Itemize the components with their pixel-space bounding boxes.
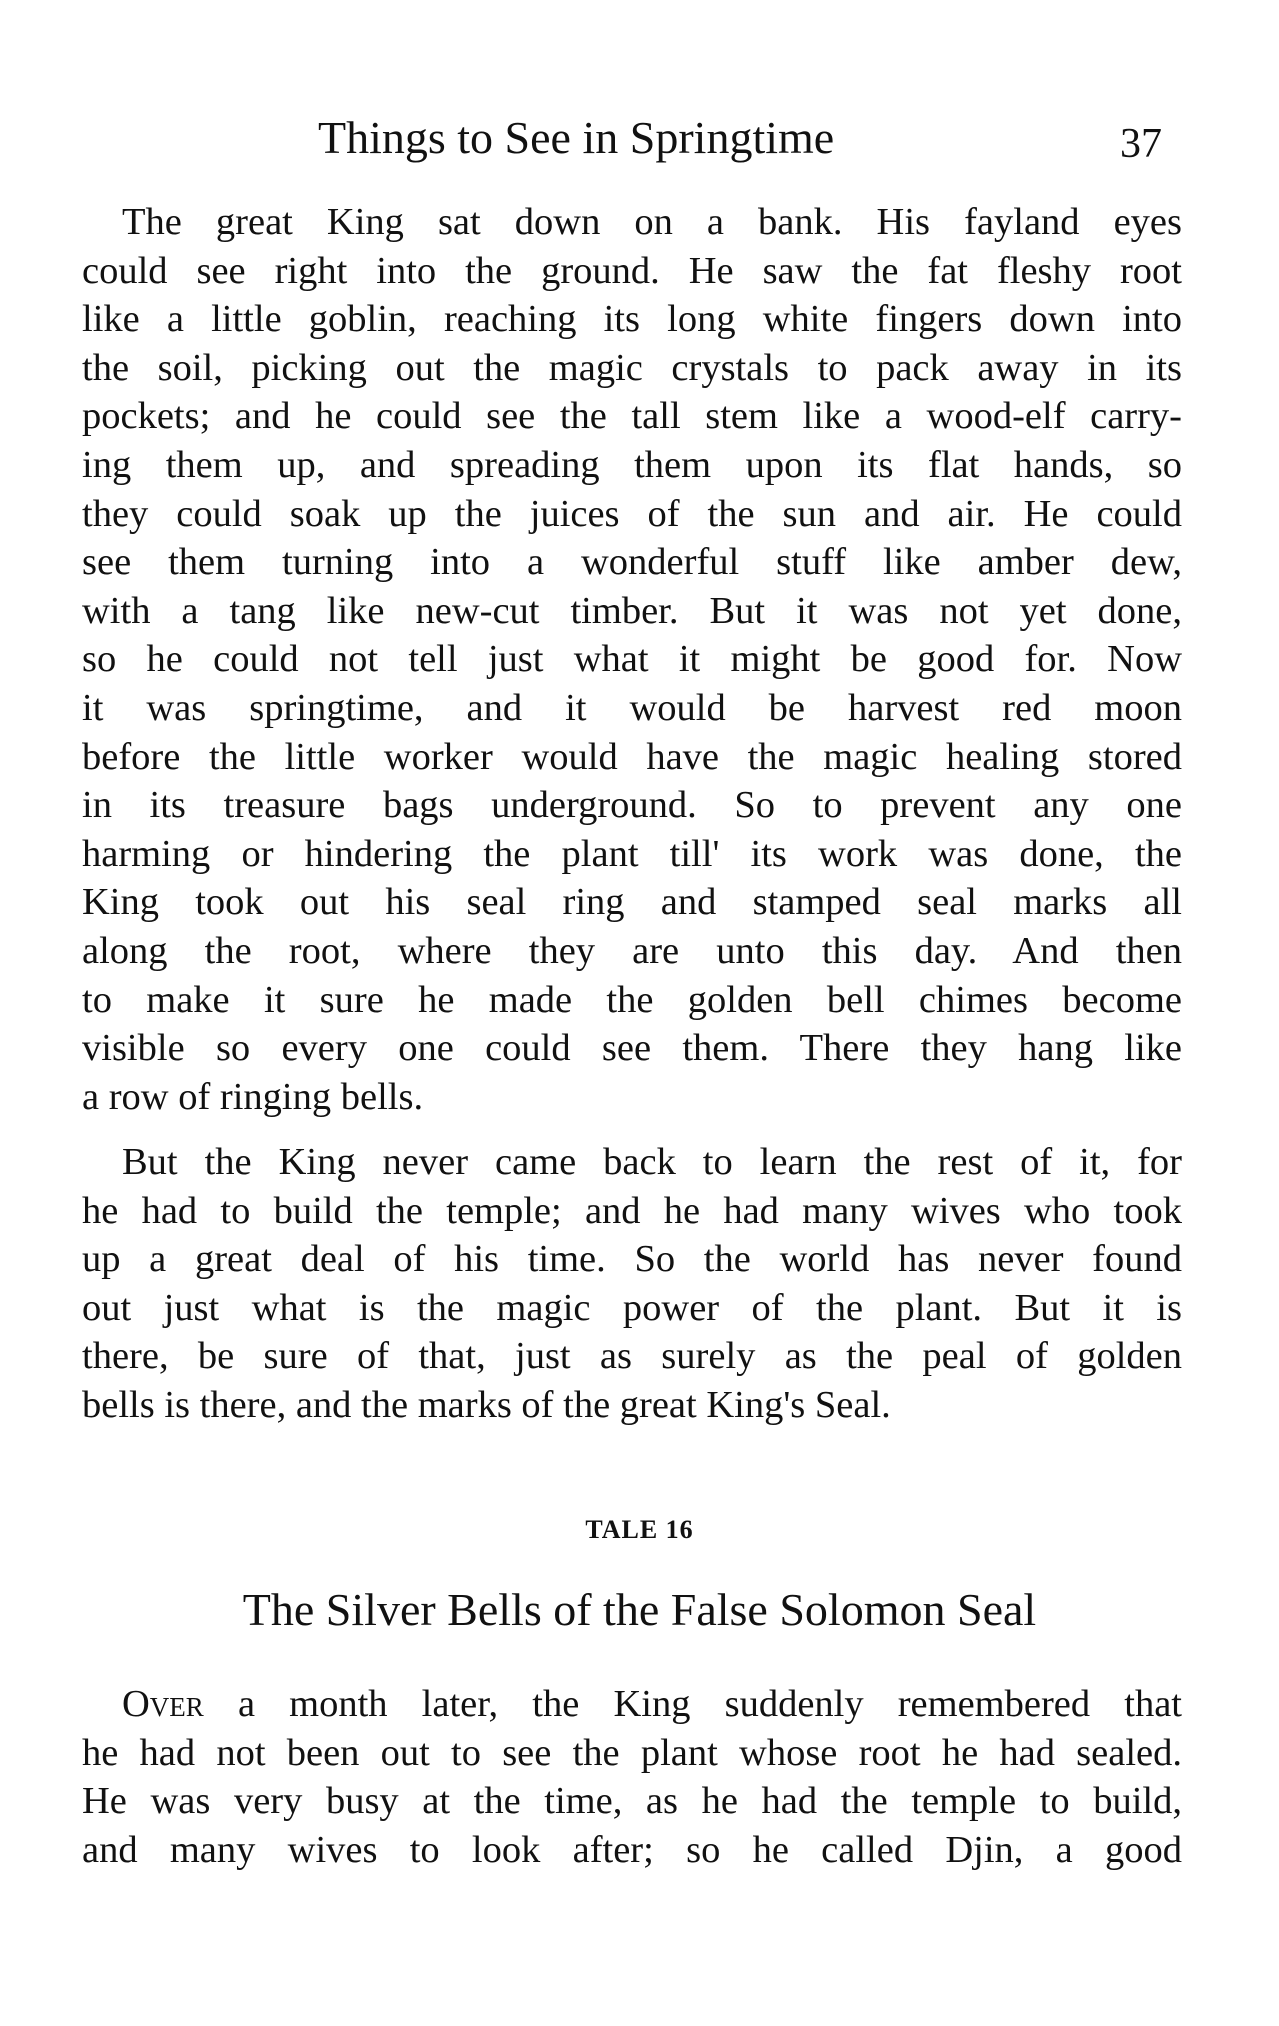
text-line: He was very busy at the time, as he had the temple to build, <box>82 1780 1182 1823</box>
text-line: could see right into the ground. He saw the fat fleshy root <box>82 249 1182 292</box>
small-caps-opening-word: Over <box>122 1683 204 1725</box>
text-line: out just what is the magic power of the plant. But it is <box>82 1286 1182 1329</box>
tale-number-label: TALE 16 <box>585 1515 694 1544</box>
paragraph-king-never-returned <box>82 1138 1182 1430</box>
text-line: to make it sure he made the golden bell chimes become <box>82 978 1182 1021</box>
text-line: But the King never came back to learn the rest of it, for <box>122 1141 1182 1183</box>
text-line: up a great deal of his time. So the world has never found <box>82 1238 1182 1281</box>
text-line: and many wives to look after; so he called Djin, a good <box>82 1828 1182 1871</box>
text-line: like a little goblin, reaching its long white fingers down into <box>82 298 1182 341</box>
text-line: pockets; and he could see the tall stem like a wood-elf carry- <box>82 395 1182 438</box>
text-line: the soil, picking out the magic crystals to pack away in its <box>82 346 1182 389</box>
chapter-title: The Silver Bells of the False Solomon Seal <box>242 1584 1037 1635</box>
text-line: harming or hindering the plant till' its work was done, the <box>82 832 1182 875</box>
text-line: The great King sat down on a bank. His fayland eyes <box>122 201 1182 243</box>
text-line: a row of ringing bells. <box>82 1075 424 1118</box>
text-line: in its treasure bags underground. So to prevent any one <box>82 784 1182 827</box>
paragraph-king-seal <box>82 198 1182 1121</box>
running-head <box>0 108 1279 168</box>
first-line-rest: a month later, the King suddenly remembered that <box>203 1683 1182 1725</box>
text-line: it was springtime, and it would be harvest red moon <box>82 686 1182 729</box>
text-line-first <box>82 1680 1182 1729</box>
text-line: along the root, where they are unto this day. And then <box>82 929 1182 972</box>
text-line: see them turning into a wonderful stuff like amber dew, <box>82 541 1182 584</box>
page-number: 37 <box>1120 121 1162 167</box>
text-line: so he could not tell just what it might be good for. Now <box>82 638 1182 681</box>
text-line: he had not been out to see the plant whose root he had sealed. <box>82 1731 1182 1774</box>
paragraph-tale-opening <box>82 1680 1182 1874</box>
text-line: they could soak up the juices of the sun and air. He could <box>82 492 1182 535</box>
running-title: Things to See in Springtime <box>318 112 835 163</box>
text-line: ing them up, and spreading them upon its flat hands, so <box>82 443 1182 486</box>
text-line: there, be sure of that, just as surely as the peal of golden <box>82 1335 1182 1378</box>
text-line: King took out his seal ring and stamped seal marks all <box>82 881 1182 924</box>
text-line: he had to build the temple; and he had many wives who took <box>82 1189 1182 1232</box>
text-line: with a tang like new-cut timber. But it was not yet done, <box>82 589 1182 632</box>
text-line: bells is there, and the marks of the great King's Seal. <box>82 1383 891 1426</box>
text-line: visible so every one could see them. There they hang like <box>82 1027 1182 1070</box>
text-line: before the little worker would have the magic healing stored <box>82 735 1182 778</box>
